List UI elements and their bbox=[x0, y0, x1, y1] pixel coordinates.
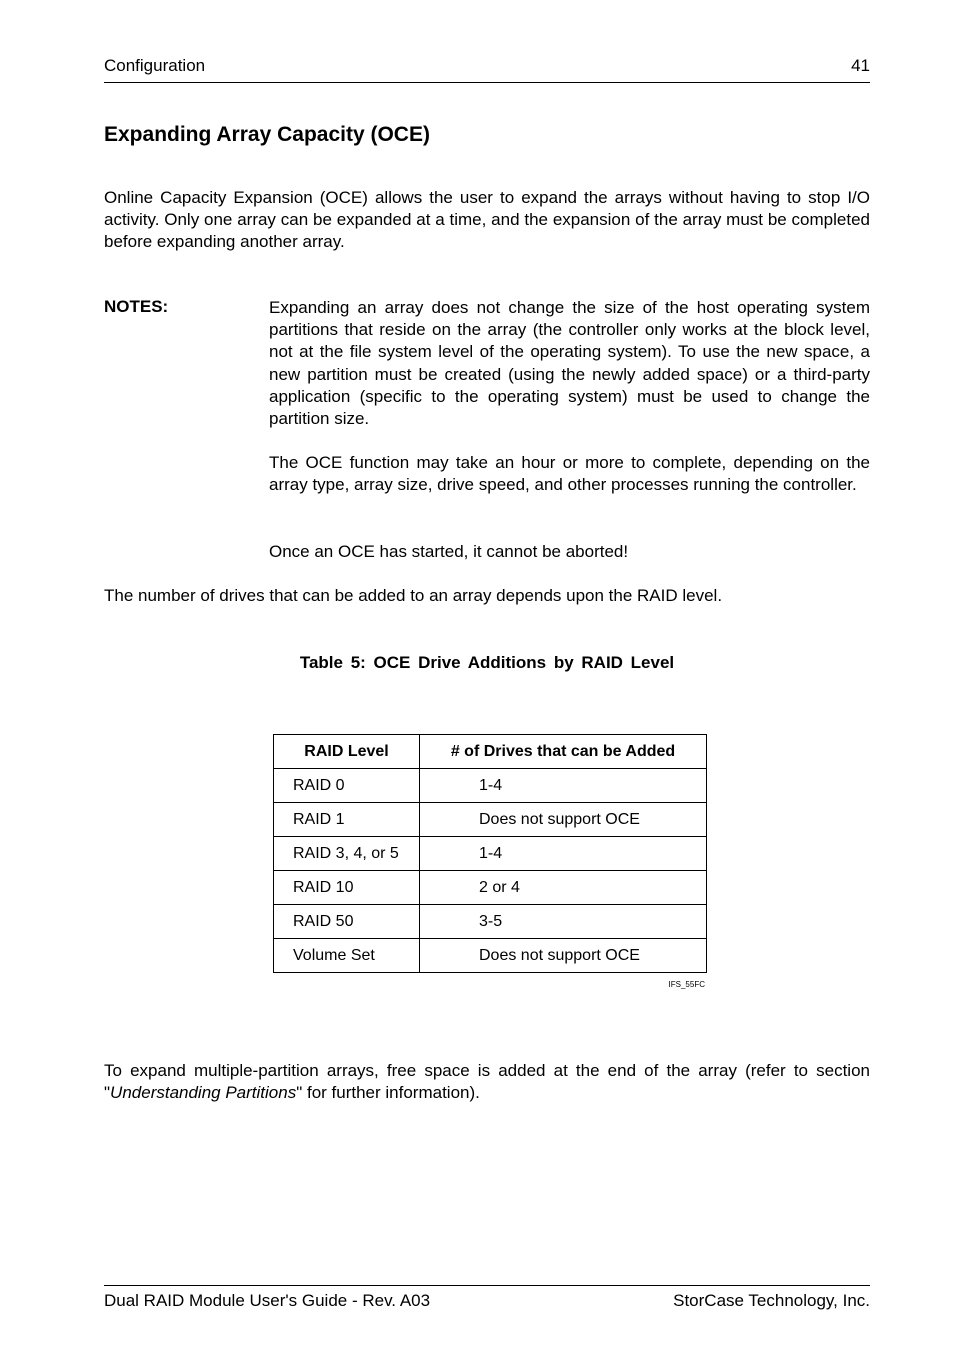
table-caption: Table 5: OCE Drive Additions by RAID Level bbox=[299, 653, 675, 672]
drives-added-cell: Does not support OCE bbox=[420, 939, 707, 973]
drives-added-cell: 1-4 bbox=[420, 769, 707, 803]
drives-added-cell: 2 or 4 bbox=[420, 871, 707, 905]
page-number: 41 bbox=[851, 56, 870, 75]
closing-paragraph bbox=[104, 1060, 870, 1104]
drives-statement: The number of drives that can be added to an array depends upon the RAID level. bbox=[104, 586, 723, 605]
note-paragraph: The OCE function may take an hour or more to complete, depending on the array type, array size, drive speed, and other processes running the controller. bbox=[269, 453, 870, 495]
table-row bbox=[274, 803, 707, 837]
note-paragraph: Once an OCE has started, it cannot be aborted! bbox=[269, 542, 629, 561]
raid-level-cell: RAID 50 bbox=[274, 905, 420, 939]
table-row bbox=[274, 871, 707, 905]
table-row bbox=[274, 905, 707, 939]
footer-document-title: Dual RAID Module User's Guide - Rev. A03 bbox=[104, 1291, 431, 1310]
section-heading: Expanding Array Capacity (OCE) bbox=[104, 123, 430, 146]
table-header-row bbox=[274, 735, 707, 769]
footer-divider bbox=[104, 1285, 870, 1286]
closing-text-before: To expand multiple-partition arrays, free space is added at the end of the array (refer to section " bbox=[104, 1061, 870, 1103]
raid-level-cell: RAID 3, 4, or 5 bbox=[274, 837, 420, 871]
column-header-raid-level: RAID Level bbox=[274, 735, 420, 769]
header-section-title: Configuration bbox=[104, 56, 206, 75]
notes-label: NOTES: bbox=[104, 297, 169, 316]
drives-added-cell: 3-5 bbox=[420, 905, 707, 939]
note-paragraph: Expanding an array does not change the size of the host operating system partitions that reside on the array (the controller only works at the block level, not at the file system level of the operating system). To use the new space, a new partition must be created (using the newly added space) or a third-party application (specific to the operating system) must be used to change the partition size. bbox=[269, 298, 870, 429]
column-header-drives-added: # of Drives that can be Added bbox=[420, 735, 707, 769]
raid-level-cell: Volume Set bbox=[274, 939, 420, 973]
drives-added-cell: 1-4 bbox=[420, 837, 707, 871]
raid-level-cell: RAID 0 bbox=[274, 769, 420, 803]
oce-drive-additions-table bbox=[273, 734, 707, 973]
table-row bbox=[274, 939, 707, 973]
figure-id: IFS_55FC bbox=[668, 980, 705, 989]
table-row bbox=[274, 837, 707, 871]
header-divider bbox=[104, 82, 870, 83]
intro-paragraph: Online Capacity Expansion (OCE) allows the user to expand the arrays without having to stop I/O activity. Only one array can be expanded at a time, and the expansion of the array must be completed before expanding another array. bbox=[104, 188, 870, 252]
raid-level-cell: RAID 10 bbox=[274, 871, 420, 905]
raid-level-cell: RAID 1 bbox=[274, 803, 420, 837]
section-reference: Understanding Partitions bbox=[110, 1083, 297, 1103]
footer-company: StorCase Technology, Inc. bbox=[673, 1291, 870, 1310]
table-row bbox=[274, 769, 707, 803]
drives-added-cell: Does not support OCE bbox=[420, 803, 707, 837]
closing-text-after: " for further information). bbox=[296, 1083, 480, 1103]
